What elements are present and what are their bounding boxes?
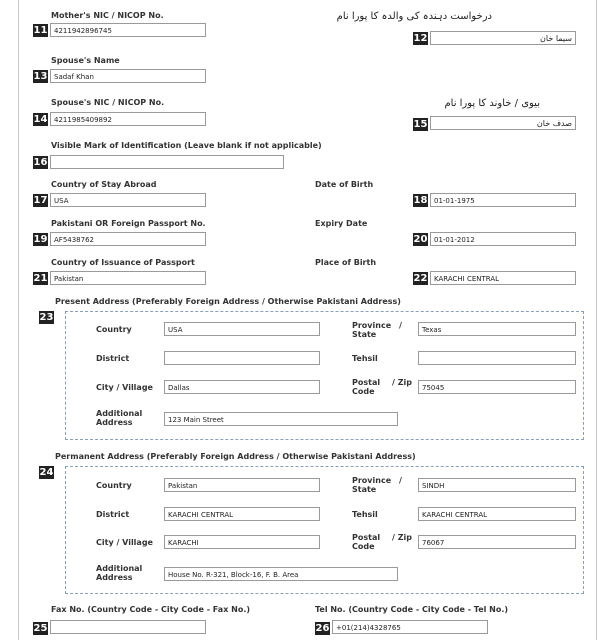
fax-input[interactable]: [50, 620, 206, 634]
country-abroad-input[interactable]: USA: [50, 193, 206, 207]
date-of-birth-label: Date of Birth: [315, 180, 374, 189]
field-number-20: 20: [413, 234, 428, 245]
visible-mark-input[interactable]: [50, 155, 284, 169]
field-number-11: 11: [33, 25, 48, 36]
field-number-19: 19: [33, 234, 48, 245]
permanent-district-label: District: [96, 510, 130, 519]
field-number-17: 17: [33, 195, 48, 206]
permanent-code-label: Code: [352, 542, 375, 551]
present-postal-sep: / Zip: [392, 378, 412, 387]
permanent-additional-input[interactable]: House No. R-321, Block-16, F. B. Area: [164, 567, 398, 581]
right-border: [596, 0, 597, 640]
spouse-name-label: Spouse's Name: [51, 56, 120, 65]
permanent-province-input[interactable]: SINDH: [418, 478, 576, 492]
present-postal-input[interactable]: 75045: [418, 380, 576, 394]
field-number-15: 15: [413, 119, 428, 130]
visible-mark-label: Visible Mark of Identification (Leave blank if not applicable): [51, 141, 322, 150]
present-address-label: Address: [96, 418, 133, 427]
present-province-sep: /: [399, 321, 402, 330]
present-state-label: State: [352, 330, 377, 339]
present-tehsil-input[interactable]: [418, 351, 576, 365]
present-province-input[interactable]: Texas: [418, 322, 576, 336]
present-additional-input[interactable]: 123 Main Street: [164, 412, 398, 426]
spouse-nic-label: Spouse's NIC / NICOP No.: [51, 98, 165, 107]
permanent-country-input[interactable]: Pakistan: [164, 478, 320, 492]
spouse-name-urdu-input[interactable]: صدف خان: [430, 116, 576, 130]
field-number-14: 14: [33, 114, 48, 125]
present-additional-label: Additional: [96, 409, 143, 418]
tel-label: Tel No. (Country Code - City Code - Tel No.): [315, 605, 509, 614]
permanent-additional-label: Additional: [96, 564, 143, 573]
place-of-birth-input[interactable]: KARACHI CENTRAL: [430, 271, 576, 285]
permanent-city-label: City / Village: [96, 538, 153, 547]
place-of-birth-label: Place of Birth: [315, 258, 377, 267]
mothers-name-urdu-input[interactable]: سیما خان: [430, 31, 576, 45]
present-code-label: Code: [352, 387, 375, 396]
permanent-state-label: State: [352, 485, 377, 494]
mothers-name-urdu-label: درخواست دہندہ کی والدہ کا پورا نام: [336, 11, 492, 22]
permanent-city-input[interactable]: KARACHI: [164, 535, 320, 549]
field-number-25: 25: [33, 623, 48, 634]
permanent-district-input[interactable]: KARACHI CENTRAL: [164, 507, 320, 521]
permanent-province-label: Province: [352, 476, 392, 485]
field-number-21: 21: [33, 273, 48, 284]
permanent-postal-sep: / Zip: [392, 533, 412, 542]
mothers-nic-label: Mother's NIC / NICOP No.: [51, 11, 164, 20]
permanent-country-label: Country: [96, 481, 132, 490]
present-district-label: District: [96, 354, 130, 363]
field-number-12: 12: [413, 33, 428, 44]
present-address-title: Present Address (Preferably Foreign Address / Otherwise Pakistani Address): [55, 297, 401, 306]
permanent-address-title: Permanent Address (Preferably Foreign Address / Otherwise Pakistani Address): [55, 452, 416, 461]
tel-input[interactable]: +01(214)4328765: [332, 620, 488, 634]
date-of-birth-input[interactable]: 01-01-1975: [430, 193, 576, 207]
permanent-postal-input[interactable]: 76067: [418, 535, 576, 549]
passport-country-label: Country of Issuance of Passport: [51, 258, 195, 267]
permanent-address-label: Address: [96, 573, 133, 582]
field-number-24: 24: [39, 467, 54, 478]
present-postal-label: Postal: [352, 378, 381, 387]
permanent-tehsil-input[interactable]: KARACHI CENTRAL: [418, 507, 576, 521]
field-number-22: 22: [413, 273, 428, 284]
permanent-province-sep: /: [399, 476, 402, 485]
field-number-23: 23: [39, 312, 54, 323]
fax-label: Fax No. (Country Code - City Code - Fax No.): [51, 605, 251, 614]
present-country-label: Country: [96, 325, 132, 334]
passport-no-label: Pakistani OR Foreign Passport No.: [51, 219, 206, 228]
field-number-16: 16: [33, 157, 48, 168]
expiry-date-input[interactable]: 01-01-2012: [430, 232, 576, 246]
present-country-input[interactable]: USA: [164, 322, 320, 336]
present-province-label: Province: [352, 321, 392, 330]
field-number-13: 13: [33, 71, 48, 82]
permanent-tehsil-label: Tehsil: [352, 510, 378, 519]
present-district-input[interactable]: [164, 351, 320, 365]
mothers-nic-input[interactable]: 4211942896745: [50, 23, 206, 37]
spouse-name-input[interactable]: Sadaf Khan: [50, 69, 206, 83]
expiry-date-label: Expiry Date: [315, 219, 368, 228]
passport-country-input[interactable]: Pakistan: [50, 271, 206, 285]
spouse-nic-input[interactable]: 4211985409892: [50, 112, 206, 126]
left-border: [18, 0, 19, 640]
field-number-18: 18: [413, 195, 428, 206]
passport-no-input[interactable]: AF5438762: [50, 232, 206, 246]
permanent-postal-label: Postal: [352, 533, 381, 542]
present-city-label: City / Village: [96, 383, 153, 392]
present-tehsil-label: Tehsil: [352, 354, 378, 363]
field-number-26: 26: [315, 623, 330, 634]
spouse-name-urdu-label: بیوی / خاوند کا پورا نام: [444, 98, 540, 109]
country-abroad-label: Country of Stay Abroad: [51, 180, 157, 189]
present-city-input[interactable]: Dallas: [164, 380, 320, 394]
